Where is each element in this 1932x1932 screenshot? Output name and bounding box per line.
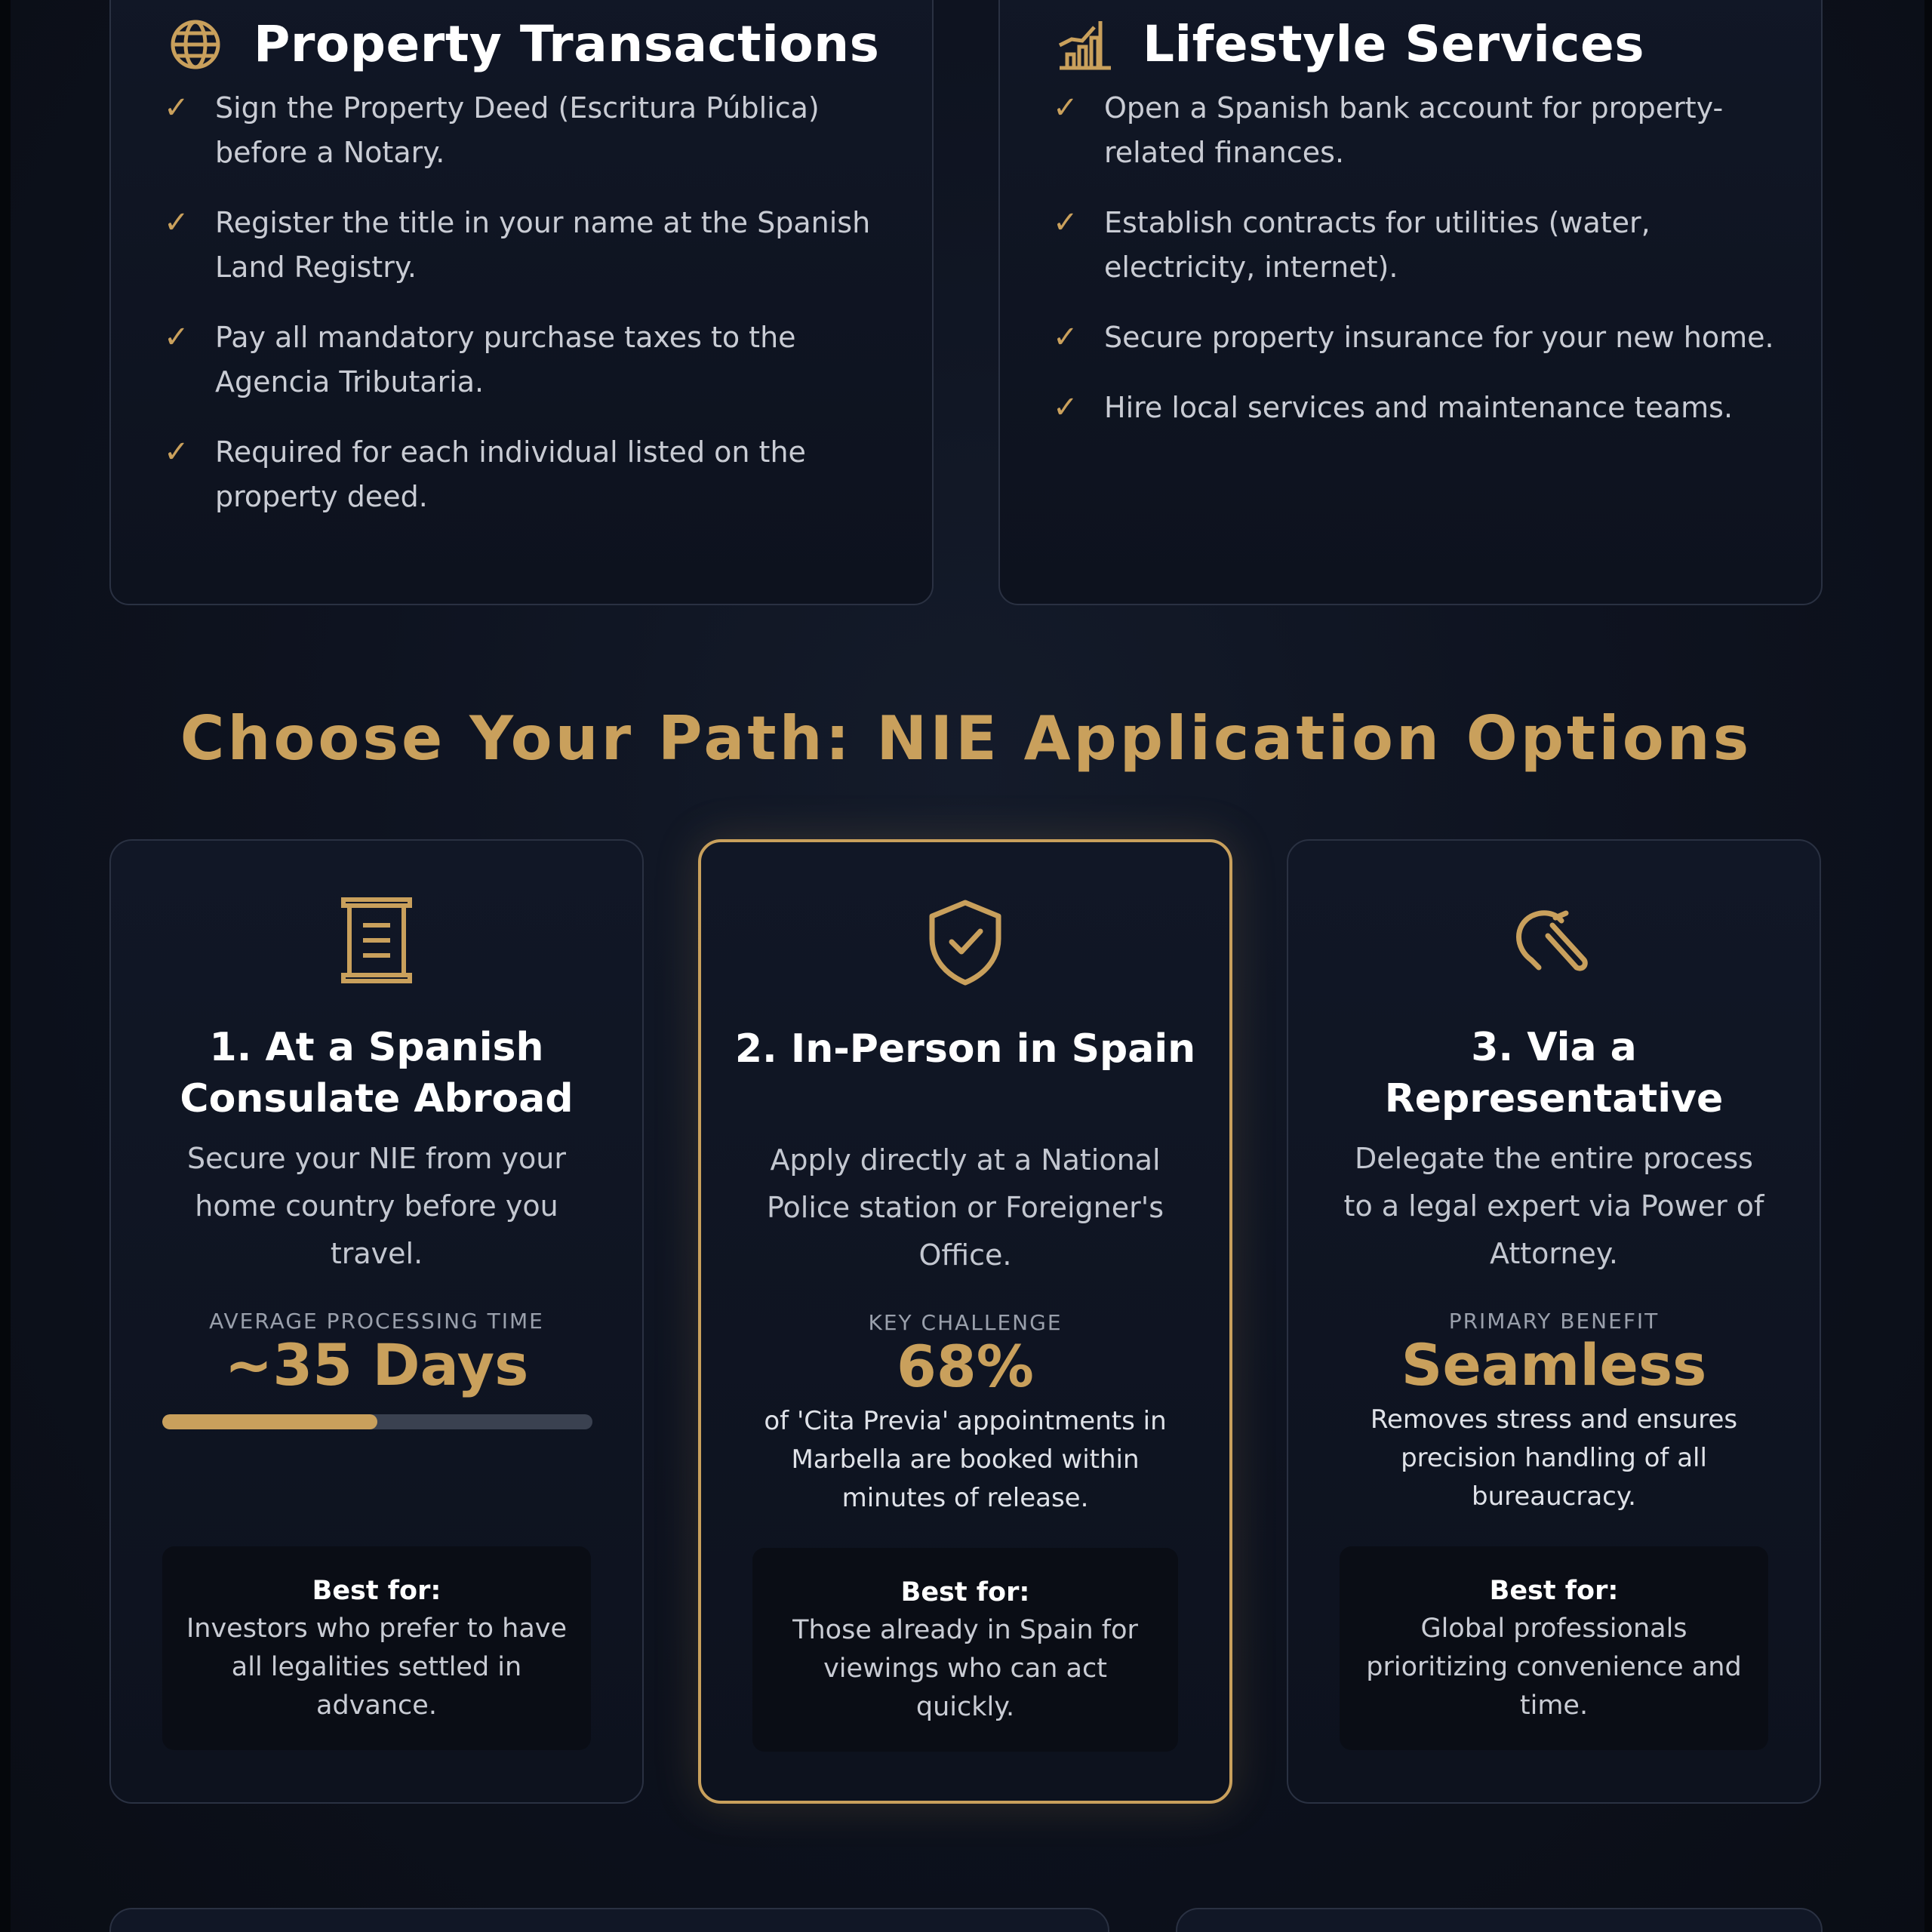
option-title: 3. Via a Representative	[1384, 1025, 1724, 1121]
property-transactions-title: Property Transactions	[254, 15, 880, 73]
property-transactions-header	[168, 15, 879, 73]
list-item	[164, 430, 903, 519]
option-note: Removes stress and ensures precision handling of all bureaucracy.	[1370, 1404, 1738, 1512]
best-for-text: Global professionals prioritizing convenience and time.	[1366, 1614, 1742, 1721]
list-item	[1053, 201, 1792, 290]
option-title: 1. At a Spanish Consulate Abroad	[180, 1025, 574, 1121]
property-transactions-list	[164, 86, 903, 545]
list-item	[1053, 86, 1792, 175]
list-item	[1053, 315, 1792, 360]
option-card-consulate[interactable]	[109, 839, 644, 1804]
check-icon: ✓	[1053, 320, 1078, 355]
check-icon: ✓	[164, 320, 189, 355]
best-for-box	[1340, 1546, 1768, 1750]
option-kicker: KEY CHALLENGE	[868, 1310, 1063, 1335]
list-item-text: Establish contracts for utilities (water, electricity, internet).	[1104, 206, 1651, 284]
best-for-text: Those already in Spain for viewings who can act quickly.	[792, 1615, 1138, 1722]
list-item-text: Hire local services and maintenance teams.	[1104, 391, 1734, 424]
list-item-text: Required for each individual listed on the property deed.	[215, 435, 806, 513]
option-value: Seamless	[1401, 1331, 1707, 1398]
option-card-representative[interactable]	[1287, 839, 1821, 1804]
lifestyle-services-title: Lifestyle Services	[1143, 15, 1645, 73]
check-icon: ✓	[164, 435, 189, 469]
next-section-card	[109, 1908, 1109, 1932]
lifestyle-services-header	[1057, 15, 1644, 73]
list-item-text: Secure property insurance for your new home.	[1104, 321, 1774, 354]
list-item	[164, 315, 903, 405]
globe-icon	[168, 17, 223, 72]
best-for-label: Best for:	[900, 1577, 1030, 1607]
list-item-text: Open a Spanish bank account for property-related finances.	[1104, 91, 1724, 169]
option-description: Apply directly at a National Police station or Foreigner's Office.	[766, 1143, 1164, 1272]
list-item-text: Sign the Property Deed (Escritura Pública) before a Notary.	[215, 91, 820, 169]
best-for-label: Best for:	[312, 1576, 441, 1606]
option-kicker: AVERAGE PROCESSING TIME	[209, 1309, 544, 1334]
option-card-in-person[interactable]	[698, 839, 1232, 1804]
option-description: Secure your NIE from your home country before you travel.	[187, 1142, 566, 1270]
option-title: 2. In-Person in Spain	[734, 1026, 1196, 1072]
option-kicker: PRIMARY BENEFIT	[1448, 1309, 1660, 1334]
next-section-card	[1176, 1908, 1823, 1932]
best-for-label: Best for:	[1489, 1576, 1619, 1606]
list-item	[164, 86, 903, 175]
best-for-box	[162, 1546, 591, 1750]
document-icon	[331, 895, 422, 986]
check-icon: ✓	[1053, 390, 1078, 425]
list-item-text: Pay all mandatory purchase taxes to the Agencia Tributaria.	[215, 321, 796, 398]
option-description: Delegate the entire process to a legal expert via Power of Attorney.	[1343, 1142, 1764, 1270]
check-icon: ✓	[1053, 91, 1078, 125]
best-for-text: Investors who prefer to have all legalities settled in advance.	[186, 1614, 568, 1721]
option-value: ~35 Days	[224, 1331, 529, 1398]
processing-progress-bar	[162, 1414, 592, 1429]
progress-fill	[162, 1414, 377, 1429]
check-icon: ✓	[1053, 205, 1078, 240]
list-item-text: Register the title in your name at the Spanish Land Registry.	[215, 206, 871, 284]
lifestyle-services-card	[998, 0, 1823, 605]
option-value: 68%	[897, 1333, 1034, 1400]
chart-growth-icon	[1057, 17, 1112, 72]
option-note: of 'Cita Previa' appointments in Marbella are booked within minutes of release.	[764, 1406, 1167, 1513]
handshake-icon	[1509, 895, 1599, 986]
property-transactions-card	[109, 0, 934, 605]
shield-check-icon	[920, 897, 1011, 987]
list-item	[1053, 386, 1792, 430]
list-item	[164, 201, 903, 290]
check-icon: ✓	[164, 91, 189, 125]
check-icon: ✓	[164, 205, 189, 240]
lifestyle-services-list	[1053, 86, 1792, 456]
section-title: Choose Your Path: NIE Application Options	[180, 703, 1752, 774]
best-for-box	[752, 1548, 1178, 1752]
